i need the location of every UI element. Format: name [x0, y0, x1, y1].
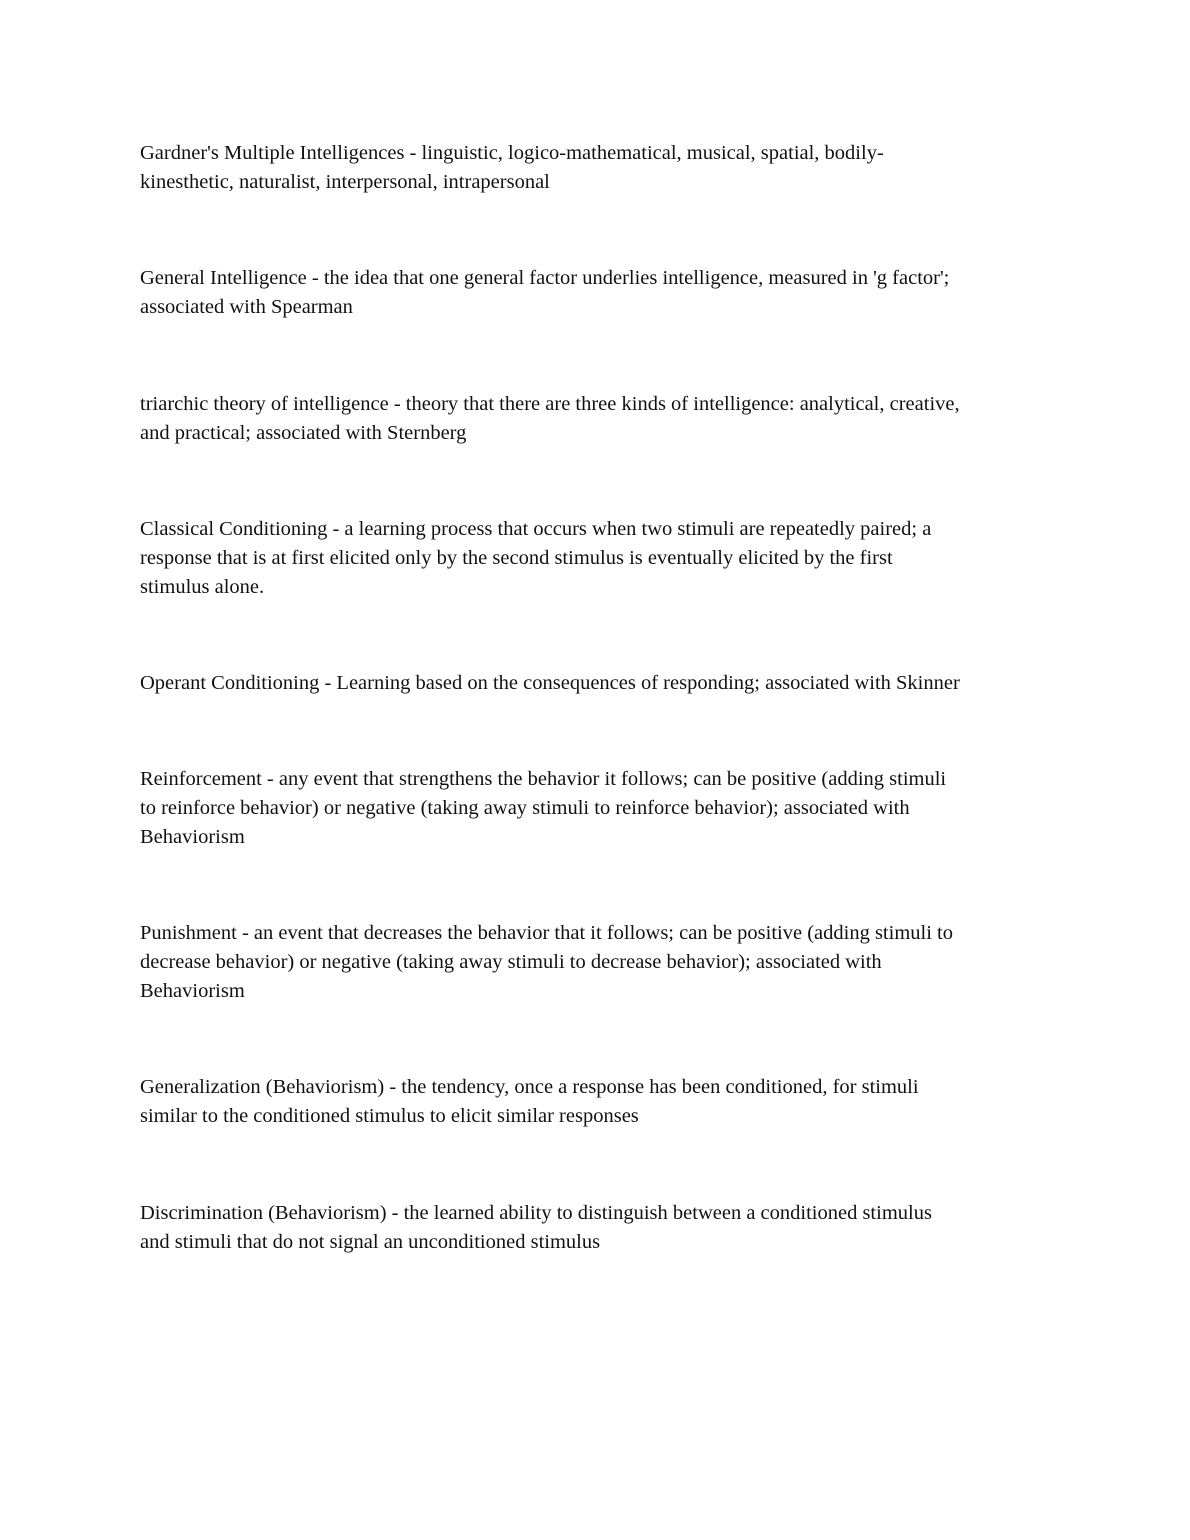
definition-reinforcement: Reinforcement - any event that strengthens the behavior it follows; can be positive (adding stimuli to reinforce behavior) or negative (taking away stimuli to reinforce behavior); associated with Behaviorism — [140, 768, 947, 848]
definition-gardners-multiple-intelligences: Gardner's Multiple Intelligences - linguistic, logico-mathematical, musical, spatial, bodily- kinesthetic, naturalist, interpersonal, intrapersonal — [140, 142, 884, 193]
definition-general-intelligence: General Intelligence - the idea that one general factor underlies intelligence, measured in 'g factor'; associated with Spearman — [140, 267, 950, 318]
definition-operant-conditioning: Operant Conditioning - Learning based on the consequences of responding; associated with Skinner — [140, 672, 960, 694]
definition-discrimination: Discrimination (Behaviorism) - the learned ability to distinguish between a conditioned stimulus and stimuli that do not signal an unconditioned stimulus — [140, 1202, 932, 1253]
definition-generalization: Generalization (Behaviorism) - the tendency, once a response has been conditioned, for stimuli similar to the conditioned stimulus to elicit similar responses — [140, 1076, 919, 1127]
definition-punishment: Punishment - an event that decreases the behavior that it follows; can be positive (adding stimuli to decrease behavior) or negative (taking away stimuli to decrease behavior); associated with Behaviorism — [140, 922, 953, 1002]
definition-classical-conditioning: Classical Conditioning - a learning process that occurs when two stimuli are repeatedly paired; a response that is at first elicited only by the second stimulus is eventually elicited by the first stimulus alone. — [140, 518, 932, 598]
definition-triarchic-theory: triarchic theory of intelligence - theory that there are three kinds of intelligence: analytical, creative, and practical; associated with Sternberg — [140, 393, 960, 444]
